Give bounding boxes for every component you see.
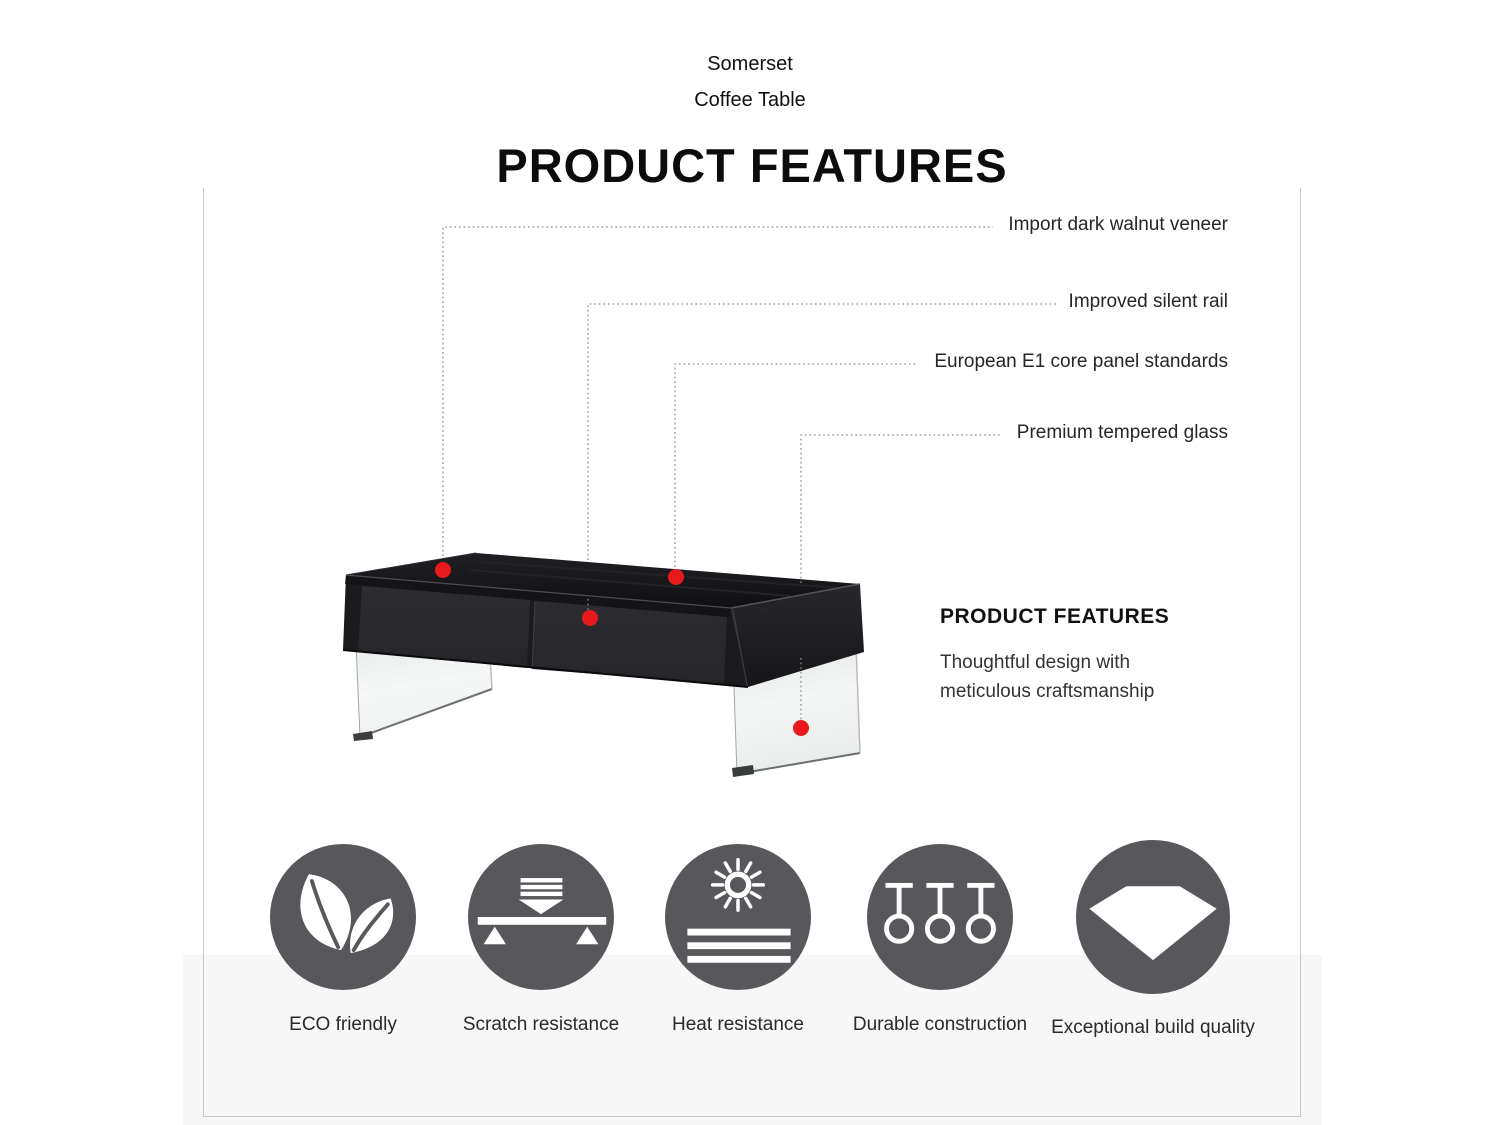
- sun-heat-icon: [665, 844, 811, 990]
- feature-icon-label: Durable construction: [852, 1014, 1028, 1035]
- feature-panel-text: [940, 648, 1154, 706]
- feature-icon-label: Scratch resistance: [462, 1014, 620, 1035]
- feature-icon-eco: [270, 844, 416, 990]
- feature-icon-quality: [1076, 840, 1230, 994]
- feature-icon-label: Heat resistance: [671, 1014, 804, 1035]
- callout-label: European E1 core panel standards: [934, 351, 1228, 372]
- feature-icon-label: ECO friendly: [289, 1014, 397, 1035]
- feature-icon-label: Exceptional build quality: [1051, 1017, 1255, 1038]
- pendulum-rings-icon: [867, 844, 1013, 990]
- callout-label: Improved silent rail: [1068, 291, 1228, 312]
- product-type: Coffee Table: [694, 89, 806, 111]
- feature-panel-line1: Thoughtful design with: [940, 652, 1131, 673]
- feature-icon-durable: [867, 844, 1013, 990]
- leaves-icon: [270, 844, 416, 990]
- feature-panel-title: PRODUCT FEATURES: [940, 605, 1170, 628]
- page-title: PRODUCT FEATURES: [496, 139, 1008, 192]
- press-test-icon: [468, 844, 614, 990]
- feature-icon-heat: [665, 844, 811, 990]
- feature-panel-line2: meticulous craftsmanship: [940, 681, 1155, 702]
- feature-icon-scratch: [468, 844, 614, 990]
- product-name: Somerset: [707, 53, 793, 75]
- callout-label: Premium tempered glass: [1016, 422, 1228, 443]
- callout-label: Import dark walnut veneer: [1008, 214, 1228, 235]
- diamond-icon: [1076, 840, 1230, 994]
